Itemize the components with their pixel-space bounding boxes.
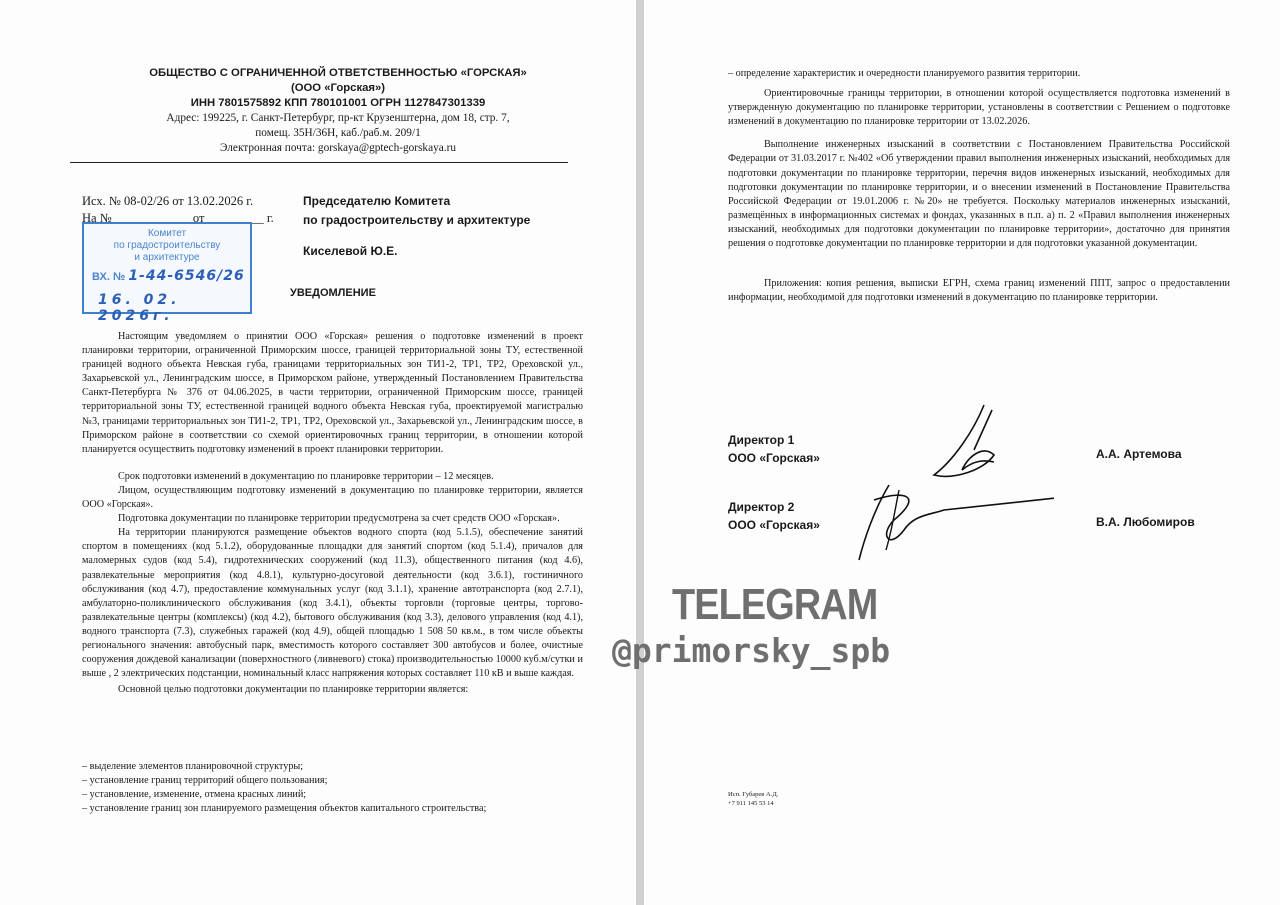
reply-reference: На № ____________ от _________ г. — [82, 211, 274, 225]
signatory-2-title — [728, 498, 820, 534]
letterhead — [60, 66, 616, 156]
org-short-name: (ООО «Горская») — [290, 82, 386, 94]
document-title: УВЕДОМЛЕНИЕ — [290, 287, 376, 299]
registration-stamp — [82, 222, 252, 324]
signatory-2-name: В.А. Любомиров — [1096, 515, 1195, 529]
watermark-channel: @primorsky_spb — [612, 631, 891, 670]
paragraph-responsible: Лицом, осуществляющим подготовку изменений в документацию по планировке территории, является ООО «Горская». — [82, 484, 583, 511]
stamp-org-line-2: по градостроительству — [113, 240, 221, 251]
addressee-name: Киселевой Ю.Е. — [303, 244, 398, 258]
goals-list — [82, 760, 592, 816]
outgoing-number: Исх. № 08-02/26 от 13.02.2026 г. — [82, 194, 254, 208]
signatory-1-title — [728, 431, 820, 467]
paragraph-surveys: Выполнение инженерных изысканий в соответствии с Постановлением Правительства Российской Федерации от 31.03.2017 г. №402 «Об утверждении правил выполнения инженерных изысканий, необходимых для подготовки документации по планировке территории, перечня видов инженерных изысканий, необходимых для подготовки документации по планировке территории, и о внесении изменений в Постановление Правительства Российской Федерации от 19.01.2006 г. №20» не требуется. Поскольку материалов инженерных изысканий, размещённых в информационных системах и фондах, указанных в п.п. а) п. 2 «Правил выполнения инженерных изысканий, необходимых для подготовки документации по планировке территории», достаточно для принятия решения о подготовке документации по планировке территории и для подготовки указанной документации. — [728, 139, 1230, 250]
letter-page-1 — [0, 0, 636, 905]
stamp-org-line-3: и архитектуре — [134, 252, 200, 263]
stamp-date: 16. 02. 2026г. — [98, 292, 181, 324]
signatory-2-company: ООО «Горская» — [728, 518, 820, 532]
paragraph-planned-objects: На территории планируются размещение объектов водного спорта (код 5.1.5), обеспечение занятий спортом в помещениях (код 5.1.2), оборудованные площадки для занятий спортом (код 5.1.4), причалов для маломерных судов (код 5.4), гидротехнических сооружений (код 11.3), общественного питания (код 4.6), развлекательные мероприятия (код 4.8.1), культурно-досуговой деятельности (код 3.6.1), гостиничного обслуживания (код 4.7), предоставление коммунальных услуг (код 3.1.1), хранение автотранспорта (код 2.7.1), амбулаторно-поликлинического обслуживания (код 3.4.1), объекты торговли (торговые центры, торгово-развлекательные центры (комплексы) (код 4.2), бытового обслуживания (код 3.3), делового управления (код 4.1), водного транспорта (7.3), служебных гаражей (код 4.9), общей площадью 1 508 50 кв.м., в том числе объекты регионального значения: автобусный парк, вместимость которого составляет 300 автобусов и более, очистные сооружения дождевой канализации (поверхностного (ливневого) стока) производительностью 10000 куб.м/сутки и выше , 2 электрических подстанции, номинальный класс напряжения которых составляет 110 кВ и выше каждая. — [82, 527, 583, 680]
continuation-body — [728, 67, 1230, 305]
paragraph-attachments: Приложения: копия решения, выписки ЕГРН, схема границ изменений ППТ, запрос о предоставлении информации, необходимой для подготовки изменений в документацию по планировке территории. — [728, 278, 1230, 304]
goal-item: – установление, изменение, отмена красных линий; — [82, 789, 307, 801]
page-gap — [636, 0, 644, 905]
org-ids: ИНН 7801575892 КПП 780101001 ОГРН 1127847301339 — [190, 97, 486, 109]
goal-item: – установление границ территорий общего пользования; — [82, 775, 328, 787]
handwritten-signature — [834, 400, 1054, 570]
goal-item: – выделение элементов планировочной структуры; — [82, 761, 304, 772]
org-full-name: ОБЩЕСТВО С ОГРАНИЧЕННОЙ ОТВЕТСТВЕННОСТЬЮ «ГОРСКАЯ» — [149, 67, 527, 79]
executor-phone: +7 911 145 53 14 — [728, 800, 774, 807]
org-address-line-1: Адрес: 199225, г. Санкт-Петербург, пр-кт Крузенштерна, дом 18, стр. 7, — [166, 112, 510, 124]
letter-page-2 — [644, 0, 1280, 905]
letter-body — [82, 330, 583, 697]
org-email: Электронная почта: gorskaya@gptech-gorskaya.ru — [219, 142, 456, 154]
goal-item-last: – определение характеристик и очередности планируемого развития территории. — [728, 68, 1081, 79]
executor-name: Исп. Губарев А.Д. — [728, 791, 779, 798]
paragraph-funding: Подготовка документации по планировке территории предусмотрена за счет средств ООО «Горская». — [118, 513, 560, 525]
signatory-1-name: А.А. Артемова — [1096, 447, 1182, 461]
signatory-2-position: Директор 2 — [728, 500, 795, 514]
stamp-in-label: ВХ. № — [92, 271, 126, 283]
signatory-1-position: Директор 1 — [728, 433, 795, 447]
paragraph-term: Срок подготовки изменений в документацию по планировке территории – 12 месяцев. — [118, 470, 494, 482]
letterhead-divider — [70, 162, 568, 163]
addressee — [303, 192, 530, 261]
org-address-line-2: помещ. 35Н/36Н, каб./раб.м. 209/1 — [255, 127, 421, 139]
stamp-in-number: 1-44-6546/26 — [128, 268, 245, 284]
goal-item: – установление границ зон планируемого размещения объектов капитального строительства; — [82, 803, 487, 815]
signatory-1-company: ООО «Горская» — [728, 451, 820, 465]
watermark-telegram: TELEGRAM — [672, 580, 878, 629]
addressee-line-2: по градостроительству и архитектуре — [303, 213, 531, 227]
paragraph-boundaries: Ориентировочные границы территории, в отношении которой осуществляется подготовка изменений в утвержденную документацию по планировке территории, установлены в соответствии с Решением о подготовке изменений в документацию по планировке территории от 13.02.2026. — [728, 88, 1230, 128]
paragraph-goal: Основной целью подготовки документации по планировке территории является: — [118, 684, 469, 696]
paragraph-intro: Настоящим уведомляем о принятии ООО «Горская» решения о подготовке изменений в проект планировки территории, ограниченной Приморским шоссе, границей территориальной зоны ТУ, естественной границей водного объекта Невская губа, границами территориальных зон ТИ1-2, ТР1, ТР2, Ореховской ул., Захарьевской ул., Ленинградским шоссе, в Приморском районе, утвержденный Постановлением Правительства Санкт-Петербурга № 376 от 04.06.2025, в части территории, ограниченной Приморским шоссе, границей территориальной зоны ТУ, естественной границей водного объекта Невская губа, проектируемой магистралью №3, границами территориальных зон ТИ1-2, ТР1, ТР2, Ореховской ул., Захарьевской ул., Ленинградским шоссе, в Приморском районе в соответствии со схемой ориентировочных границ территории, в отношении которой планируется осуществить подготовку изменений в проект планировки территории. — [82, 331, 583, 455]
executor-info — [728, 790, 778, 808]
stamp-org-line-1: Комитет — [147, 228, 187, 239]
addressee-line-1: Председателю Комитета — [303, 194, 451, 208]
